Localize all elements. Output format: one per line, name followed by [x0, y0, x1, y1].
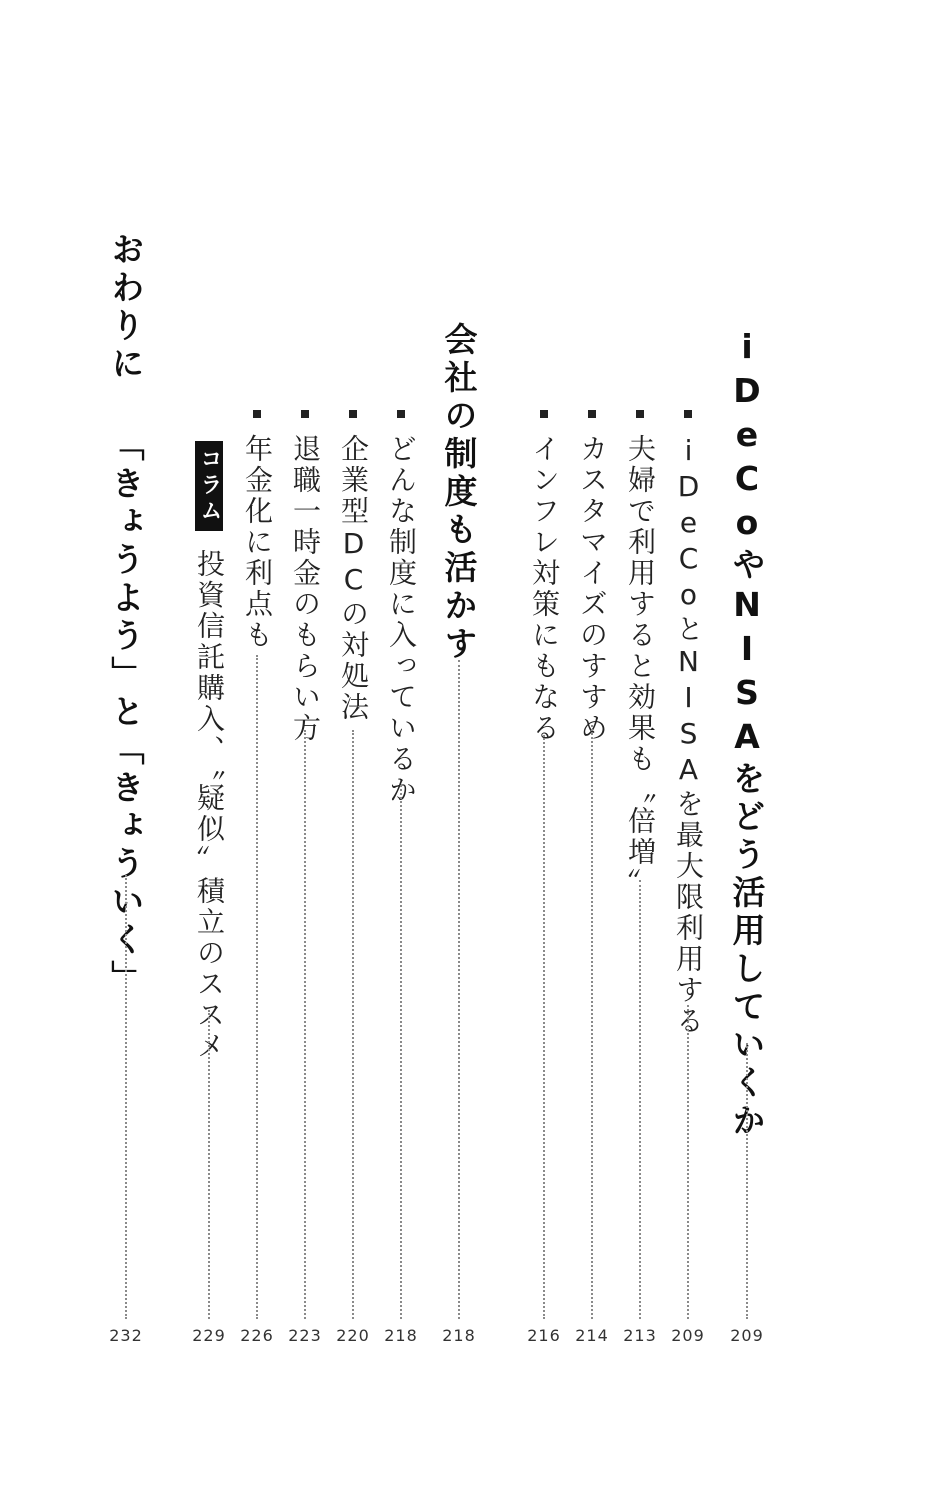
toc-entry-title: インフレ対策にもなる — [528, 434, 561, 744]
toc-page-number: 229 — [192, 1326, 226, 1345]
toc-entry-label — [576, 402, 609, 744]
toc-entry-label — [289, 402, 322, 744]
toc-entry-label — [528, 402, 561, 744]
toc-page-number: 232 — [109, 1326, 143, 1345]
bullet-square-icon — [349, 410, 357, 418]
bullet-square-icon — [588, 410, 596, 418]
dot-leader — [400, 785, 402, 1319]
dot-leader — [304, 730, 306, 1319]
toc-entry-title: 投資信託購入、〝疑似〟積立のススメ — [193, 549, 226, 1062]
toc-entry-label — [193, 441, 226, 1062]
toc-page-number: 216 — [527, 1326, 561, 1345]
dot-leader — [458, 660, 460, 1319]
toc-entry-title: どんな制度に入っているか — [385, 434, 418, 806]
dot-leader — [352, 730, 354, 1319]
toc-entry-title: おわりに 「きょうよう」と「きょういく」 — [106, 232, 146, 998]
toc-entry-label — [624, 402, 657, 899]
column-badge: コラム — [195, 441, 223, 531]
toc-entry-title: カスタマイズのすすめ — [576, 434, 609, 744]
toc-entry-label — [672, 402, 705, 1037]
dot-leader — [687, 1005, 689, 1319]
toc-entry-title: 夫婦で利用すると効果も〝倍増〟 — [624, 434, 657, 899]
toc-entry-label — [385, 402, 418, 806]
dot-leader — [543, 735, 545, 1319]
dot-leader — [591, 725, 593, 1319]
toc-entry-title: iDeCoとNISAを最大限利用する — [672, 434, 705, 1037]
dot-leader — [639, 880, 641, 1319]
dot-leader — [208, 1010, 210, 1319]
dot-leader — [256, 655, 258, 1319]
toc-entry-title: 退職一時金のもらい方 — [289, 434, 322, 744]
bullet-square-icon — [684, 410, 692, 418]
bullet-square-icon — [636, 410, 644, 418]
toc-page-number: 213 — [623, 1326, 657, 1345]
bullet-square-icon — [301, 410, 309, 418]
toc-page-number: 218 — [442, 1326, 476, 1345]
toc-entry-title: 年金化に利点も — [241, 434, 274, 651]
toc-page-number: 218 — [384, 1326, 418, 1345]
bullet-square-icon — [540, 410, 548, 418]
toc-page-number: 220 — [336, 1326, 370, 1345]
bullet-square-icon — [253, 410, 261, 418]
toc-entry-label — [337, 402, 370, 723]
toc-page-number: 223 — [288, 1326, 322, 1345]
toc-entry-label — [241, 402, 274, 651]
bullet-square-icon — [397, 410, 405, 418]
toc-entry-title: 企業型DCの対処法 — [337, 434, 370, 723]
toc-entry-title: iDeCoやNISAをどう活用していくか — [727, 327, 767, 1141]
toc-page-number: 209 — [671, 1326, 705, 1345]
toc-entry-title: 会社の制度も活かす — [439, 322, 479, 664]
toc-page-number: 209 — [730, 1326, 764, 1345]
dot-leader — [125, 875, 127, 1319]
dot-leader — [746, 1043, 748, 1319]
toc-page-number: 214 — [575, 1326, 609, 1345]
toc-page-number: 226 — [240, 1326, 274, 1345]
